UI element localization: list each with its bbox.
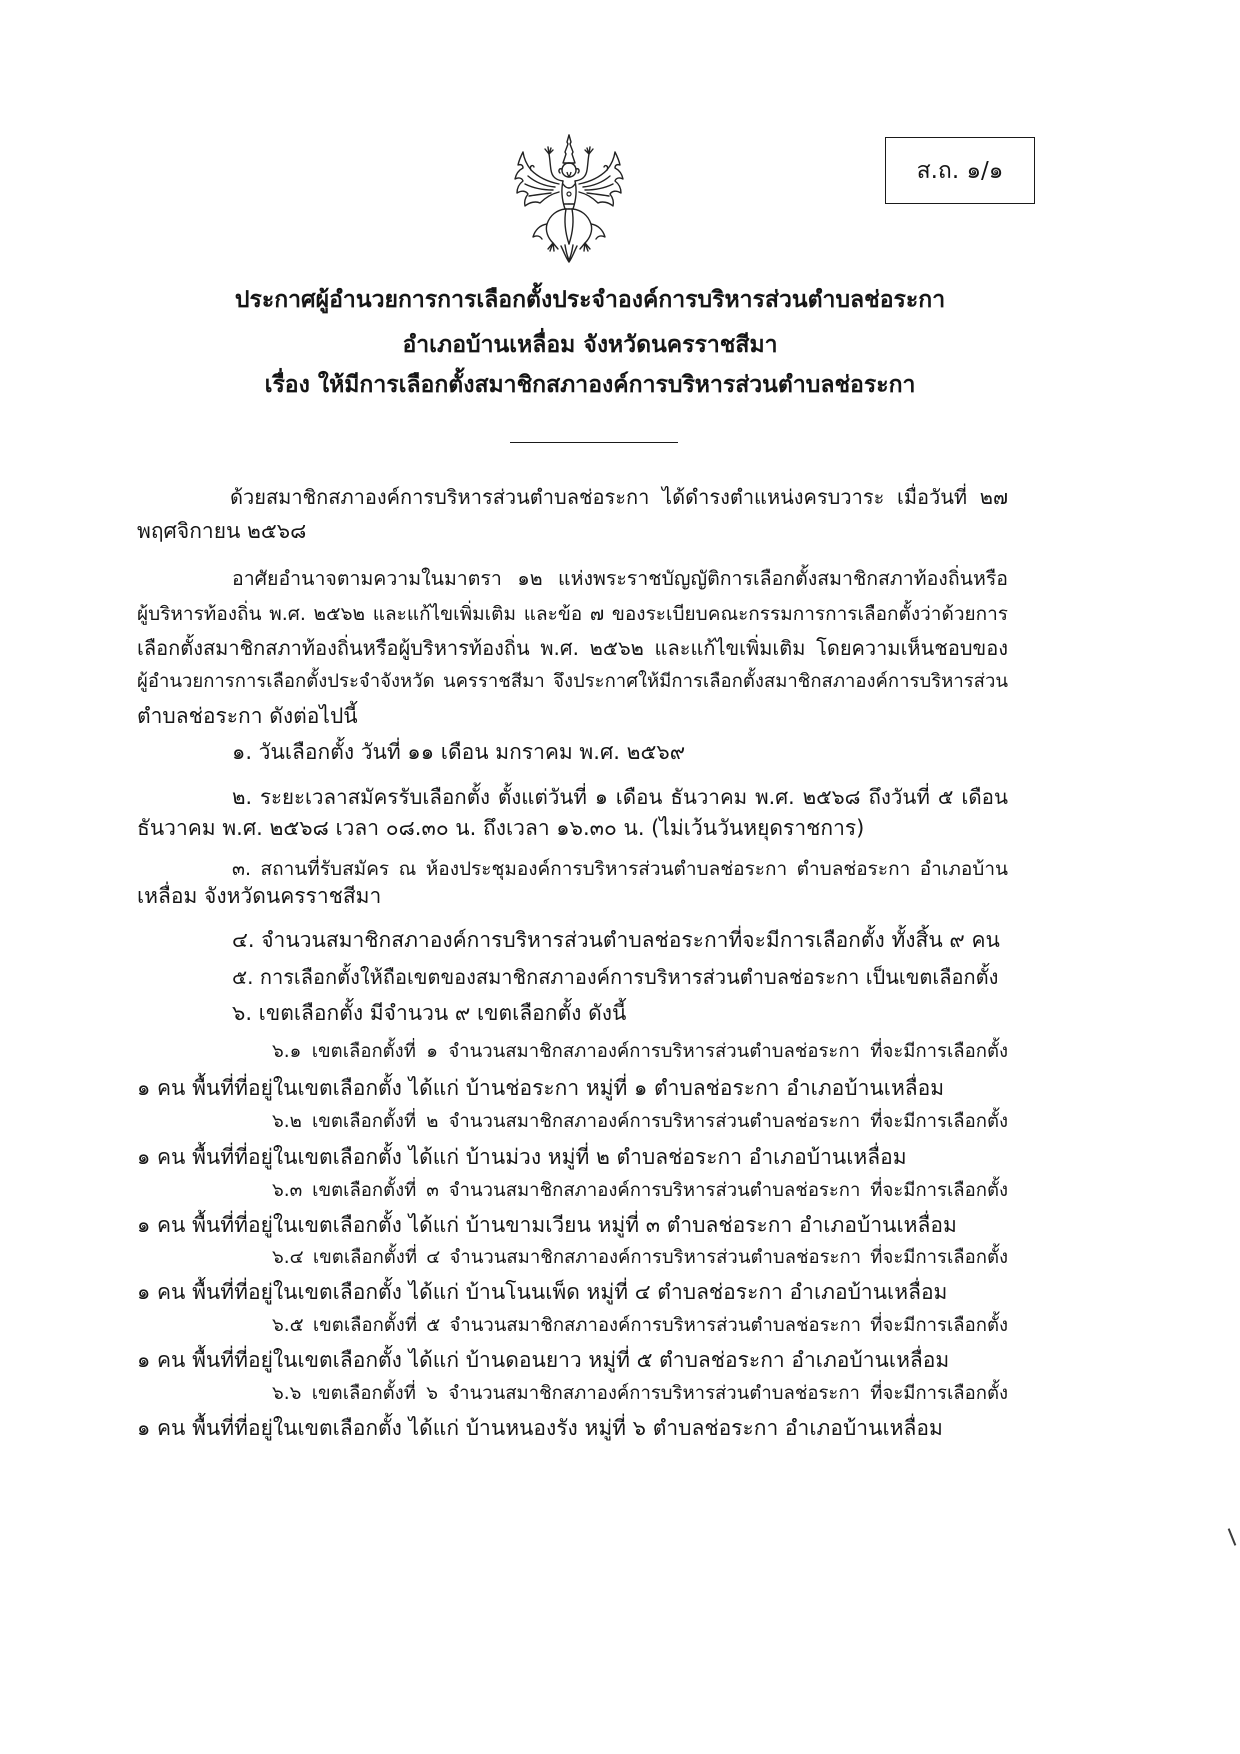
- form-code-box: [885, 137, 1035, 204]
- emblem-beak: [567, 172, 571, 176]
- emblem-talons: [548, 243, 558, 251]
- item-line: ๑. วันเลือกตั้ง วันที่ ๑๑ เดือน มกราคม พ.ศ. ๒๕๖๙: [232, 740, 686, 764]
- district-line: ๖.๒ เขตเลือกตั้งที่ ๒ จำนวนสมาชิกสภาองค์การบริหารส่วนตำบลช่อระกา ที่จะมีการเลือกตั้ง: [272, 1111, 1008, 1132]
- body-line: ตำบลช่อระกา ดังต่อไปนี้: [137, 704, 358, 728]
- body-line: ด้วยสมาชิกสภาองค์การบริหารส่วนตำบลช่อระกา ได้ดำรงตำแหน่งครบวาระ เมื่อวันที่ ๒๗: [230, 485, 1008, 509]
- body-line: พฤศจิกายน ๒๕๖๘: [137, 519, 307, 543]
- body-line: ผู้บริหารท้องถิ่น พ.ศ. ๒๕๖๒ และแก้ไขเพิ่มเติม และข้อ ๗ ของระเบียบคณะกรรมการการเลือกตั้งว่าด้วยการ: [137, 603, 1008, 625]
- district-line: ๖.๓ เขตเลือกตั้งที่ ๓ จำนวนสมาชิกสภาองค์การบริหารส่วนตำบลช่อระกา ที่จะมีการเลือกตั้ง: [272, 1180, 1008, 1201]
- garuda-emblem: [508, 132, 630, 264]
- district-line: ๑ คน พื้นที่ที่อยู่ในเขตเลือกตั้ง ได้แก่ บ้านขามเวียน หมู่ที่ ๓ ตำบลช่อระกา อำเภอบ้านเหลื่อม: [137, 1213, 957, 1237]
- body-line: อาศัยอำนาจตามความในมาตรา ๑๒ แห่งพระราชบัญญัติการเลือกตั้งสมาชิกสภาท้องถิ่นหรือ: [232, 567, 1008, 590]
- emblem-chest-jewel: [567, 192, 571, 196]
- district-line: ๑ คน พื้นที่ที่อยู่ในเขตเลือกตั้ง ได้แก่ บ้านม่วง หมู่ที่ ๒ ตำบลช่อระกา อำเภอบ้านเหลื่อม: [137, 1145, 907, 1169]
- title-divider: [510, 442, 678, 443]
- district-line: ๑ คน พื้นที่ที่อยู่ในเขตเลือกตั้ง ได้แก่ บ้านหนองรัง หมู่ที่ ๖ ตำบลช่อระกา อำเภอบ้านเหลื่อม: [137, 1416, 943, 1440]
- district-line: ๑ คน พื้นที่ที่อยู่ในเขตเลือกตั้ง ได้แก่ บ้านดอนยาว หมู่ที่ ๕ ตำบลช่อระกา อำเภอบ้านเหลื่อม: [137, 1348, 950, 1372]
- emblem-arm: [549, 154, 563, 181]
- title-line: ประกาศผู้อำนวยการการเลือกตั้งประจำองค์การบริหารส่วนตำบลช่อระกา: [234, 287, 946, 313]
- item-line: ๒. ระยะเวลาสมัครรับเลือกตั้ง ตั้งแต่วันที่ ๑ เดือน ธันวาคม พ.ศ. ๒๕๖๘ ถึงวันที่ ๕ เดือน: [232, 785, 1008, 809]
- item-line: ธันวาคม พ.ศ. ๒๕๖๘ เวลา ๐๘.๓๐ น. ถึงเวลา ๑๖.๓๐ น. (ไม่เว้นวันหยุดราชการ): [137, 816, 865, 840]
- scan-mark: [1228, 1528, 1237, 1545]
- emblem-wing-feathers: [525, 176, 555, 196]
- emblem-wing-outline: [515, 152, 559, 206]
- item-line: ๓. สถานที่รับสมัคร ณ ห้องประชุมองค์การบริหารส่วนตำบลช่อระกา ตำบลช่อระกา อำเภอบ้าน: [232, 858, 1008, 880]
- item-line: ๖. เขตเลือกตั้ง มีจำนวน ๙ เขตเลือกตั้ง ดังนี้: [232, 1001, 627, 1025]
- item-line: ๔. จำนวนสมาชิกสภาองค์การบริหารส่วนตำบลช่อระกาที่จะมีการเลือกตั้ง ทั้งสิ้น ๙ คน: [232, 928, 1000, 952]
- district-line: ๖.๔ เขตเลือกตั้งที่ ๔ จำนวนสมาชิกสภาองค์การบริหารส่วนตำบลช่อระกา ที่จะมีการเลือกตั้ง: [272, 1247, 1008, 1268]
- emblem-knee-flare: [533, 224, 547, 239]
- title-line: เรื่อง ให้มีการเลือกตั้งสมาชิกสภาองค์การบริหารส่วนตำบลช่อระกา: [264, 372, 916, 398]
- emblem-hand: [545, 147, 553, 154]
- emblem-tail-feathers: [561, 245, 569, 262]
- district-line: ๑ คน พื้นที่ที่อยู่ในเขตเลือกตั้ง ได้แก่ บ้านช่อระกา หมู่ที่ ๑ ตำบลช่อระกา อำเภอบ้านเหลื่อม: [137, 1076, 945, 1100]
- emblem-garment: [565, 209, 569, 244]
- form-code-label: ส.ถ. ๑/๑: [916, 157, 1004, 184]
- emblem-leg: [546, 209, 565, 243]
- item-line: เหลื่อม จังหวัดนครราชสีมา: [137, 884, 382, 908]
- body-line: ผู้อำนวยการการเลือกตั้งประจำจังหวัด นครราชสีมา จึงประกาศให้มีการเลือกตั้งสมาชิกสภาองค์การบริหารส่วน: [137, 671, 1008, 692]
- district-line: ๑ คน พื้นที่ที่อยู่ในเขตเลือกตั้ง ได้แก่ บ้านโนนเพ็ด หมู่ที่ ๔ ตำบลช่อระกา อำเภอบ้านเหลื่อม: [137, 1280, 948, 1304]
- district-line: ๖.๖ เขตเลือกตั้งที่ ๖ จำนวนสมาชิกสภาองค์การบริหารส่วนตำบลช่อระกา ที่จะมีการเลือกตั้ง: [272, 1383, 1008, 1404]
- emblem-left-half: [515, 135, 569, 262]
- emblem-crown: [563, 135, 569, 163]
- district-line: ๖.๕ เขตเลือกตั้งที่ ๕ จำนวนสมาชิกสภาองค์การบริหารส่วนตำบลช่อระกา ที่จะมีการเลือกตั้ง: [272, 1315, 1008, 1336]
- body-line: เลือกตั้งสมาชิกสภาท้องถิ่นหรือผู้บริหารท้องถิ่น พ.ศ. ๒๕๖๒ และแก้ไขเพิ่มเติม โดยความเห็นชอบของ: [137, 636, 1008, 660]
- emblem-wing-curl: [530, 166, 534, 170]
- emblem-right-half: [569, 135, 623, 262]
- emblem-necklace: [563, 184, 569, 188]
- district-line: ๖.๑ เขตเลือกตั้งที่ ๑ จำนวนสมาชิกสภาองค์การบริหารส่วนตำบลช่อระกา ที่จะมีการเลือกตั้ง: [272, 1041, 1008, 1062]
- title-line: อำเภอบ้านเหลื่อม จังหวัดนครราชสีมา: [402, 332, 778, 358]
- item-line: ๕. การเลือกตั้งให้ถือเขตของสมาชิกสภาองค์การบริหารส่วนตำบลช่อระกา เป็นเขตเลือกตั้ง: [232, 965, 999, 989]
